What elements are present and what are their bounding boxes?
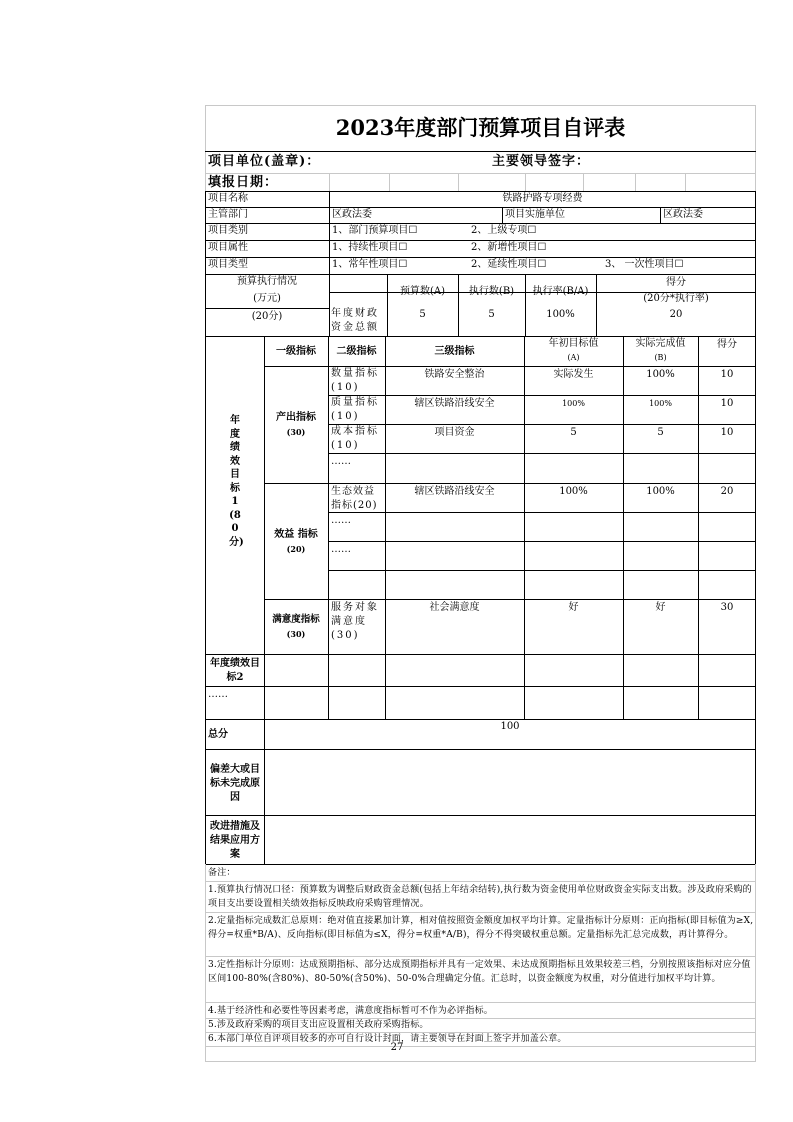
output-more-ellipsis: …… (331, 456, 351, 467)
row-3-level2: 成本指标(10) (331, 426, 379, 451)
row-1-target: 实际发生 (553, 369, 594, 380)
row-2-target: 100% (562, 399, 585, 408)
attribute-option-2: 2、新增性项目☐ (471, 242, 547, 253)
total-score-label: 总分 (208, 729, 228, 740)
row-2-score: 10 (720, 398, 734, 409)
row-1-level2: 数量指标(10) (331, 368, 379, 393)
impl-unit-label: 项目实施单位 (505, 209, 565, 220)
row-4-target: 100% (559, 486, 588, 497)
col-budget-header: 预算数(A) (399, 286, 446, 297)
unit-seal-label: 项目单位(盖章)： (208, 154, 321, 169)
row-2-actual: 100% (649, 399, 672, 408)
note-1: 1.预算执行情况口径：预算数为调整后财政资金总额(包括上年结余结转),执行数为资金使用单位财政资金实际支出数。涉及政府采购的项目支出要设置相关绩效指标反映政府采购管理情况。 (208, 885, 752, 909)
row-2-level2: 质量指标(10) (331, 397, 379, 422)
annual-goal-2-label: 年度绩效目标2 (210, 658, 260, 683)
row-4-score: 20 (720, 486, 734, 497)
row-5-target: 好 (568, 602, 579, 613)
page-title: 2023年度部门预算项目自评表 (335, 115, 626, 140)
row-5-score: 30 (720, 602, 734, 613)
category-label: 项目类别 (208, 225, 248, 236)
budget-value: 5 (419, 309, 426, 320)
output-indicator-points: (30) (286, 427, 306, 437)
row-4-level2: 生态效益指标(20) (331, 486, 378, 511)
benefit-more-ellipsis-2: …… (331, 544, 351, 555)
actual-header-line1: 实际完成值 (635, 338, 686, 349)
budget-score-value: 20 (669, 309, 683, 320)
row-1-score: 10 (720, 369, 734, 380)
target-header-line2: (A) (567, 353, 580, 362)
type-option-3: 3、 一次性项目☐ (605, 259, 684, 270)
note-5: 5.涉及政府采购的项目支出应设置相关政府采购指标。 (208, 1020, 429, 1030)
level2-header: 二级指标 (336, 346, 377, 357)
benefit-more-ellipsis-1: …… (331, 515, 351, 526)
row-3-target: 5 (570, 427, 577, 438)
fiscal-fund-total-label: 年度财政资金总额 (331, 308, 379, 333)
row-5-actual: 好 (655, 602, 666, 613)
budget-label-line1: 预算执行情况 (237, 276, 297, 287)
note-6: 6.本部门单位自评项目较多的亦可自行设计封面，请主要领导在封面上签字并加盖公章。 (208, 1034, 567, 1044)
level3-header: 三级指标 (434, 346, 475, 357)
benefit-indicator-points: (20) (286, 544, 306, 554)
col-rate-header: 执行率(B/A) (532, 286, 589, 297)
project-name-value: 铁路护路专项经费 (502, 193, 583, 204)
row-3-score: 10 (720, 427, 734, 438)
row-3-level3: 项目资金 (434, 427, 475, 438)
deviation-reason-label: 偏差大或目标未完成原因 (210, 764, 260, 803)
annual-goal-1-label: 年度绩效目标1(80分) (229, 415, 244, 548)
dept-value: 区政法委 (332, 209, 372, 220)
rate-value: 100% (546, 309, 575, 320)
attribute-label: 项目属性 (208, 242, 248, 253)
col-score-header-line1: 得分 (666, 277, 686, 288)
satisfaction-indicator-label: 满意度指标 (272, 614, 320, 625)
row-5-level2: 服务对象满意度(30) (331, 602, 379, 641)
type-label: 项目类型 (208, 259, 248, 270)
attribute-option-1: 1、持续性项目☐ (332, 242, 408, 253)
exec-value: 5 (488, 309, 495, 320)
dept-label: 主管部门 (208, 209, 248, 220)
impl-unit-value: 区政法委 (663, 209, 703, 220)
self-evaluation-form (205, 105, 756, 1062)
row-2-level3: 辖区铁路沿线安全 (414, 398, 495, 409)
leader-sign-label: 主要领导签字： (492, 154, 591, 169)
goal-more-ellipsis: …… (208, 689, 228, 700)
type-option-2: 2、延续性项目☐ (471, 259, 547, 270)
score-header: 得分 (717, 339, 737, 350)
col-score-header-line2: (20分*执行率) (643, 293, 709, 304)
row-4-level3: 辖区铁路沿线安全 (414, 486, 495, 497)
total-score-value: 100 (500, 721, 520, 732)
target-header-line1: 年初目标值 (548, 338, 599, 349)
category-option-1: 1、部门预算项目☐ (332, 225, 418, 236)
budget-label-line3: (20分) (251, 311, 283, 322)
category-option-2: 2、上级专项☐ (471, 225, 537, 236)
improvement-plan-label: 改进措施及结果应用方案 (210, 821, 260, 860)
level1-header: 一级指标 (276, 346, 316, 357)
page-number: 27 (390, 1042, 404, 1053)
fill-date-label: 填报日期： (208, 175, 279, 190)
type-option-1: 1、常年性项目☐ (332, 259, 408, 270)
note-2: 2.定量指标完成数汇总原则：绝对值直接累加计算，相对值按照资金额度加权平均计算。定量指标计分原则：正向指标(即目标值为≥X,得分=权重*B/A)、反向指标(即目标值为≤X，得分=权重*A/B)，得分不得突破权重总额。定量指标先汇总完成数，再计算得分。 (208, 916, 754, 940)
notes-title: 备注： (208, 868, 236, 878)
note-3: 3.定性指标计分原则：达成预期指标、部分达成预期指标并具有一定效果、未达成预期指标且效果较差三档，分别按照该指标对应分值区间100-80%(含80%)、80-50%(含50%)、50-0%合理确定分值。汇总时，以资金额度为权重，对分值进行加权平均计算。 (208, 960, 751, 984)
col-exec-header: 执行数(B) (468, 286, 515, 297)
output-indicator-label: 产出指标 (276, 412, 316, 423)
note-4: 4.基于经济性和必要性等因素考虑，满意度指标暂可不作为必评指标。 (208, 1006, 493, 1016)
row-1-actual: 100% (646, 369, 675, 380)
row-5-level3: 社会满意度 (429, 602, 480, 613)
satisfaction-indicator-points: (30) (286, 629, 306, 639)
row-4-actual: 100% (646, 486, 675, 497)
actual-header-line2: (B) (654, 353, 667, 362)
budget-label-line2: (万元) (253, 293, 281, 304)
benefit-indicator-label: 效益 指标 (274, 529, 318, 540)
project-name-label: 项目名称 (208, 193, 248, 204)
row-3-actual: 5 (657, 427, 664, 438)
row-1-level3: 铁路安全整治 (424, 369, 485, 380)
